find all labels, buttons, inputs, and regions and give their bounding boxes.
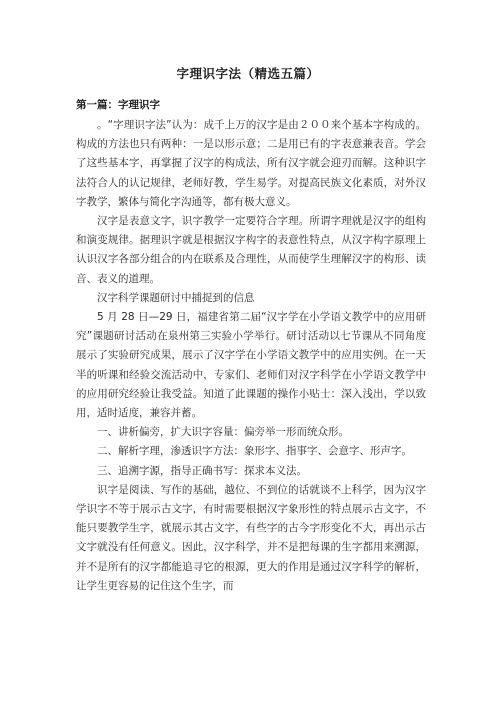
list-item-two: 二、解析字理，渗透识字方法：象形字、指事字、会意字、形声字。 [97, 445, 412, 458]
page-title: 字理识字法（精选五篇） [176, 66, 320, 81]
document-body [76, 96, 426, 596]
paragraph-subheading: 汉字科学课题研讨中捕捉到的信息 [97, 291, 255, 304]
section-heading: 第一篇：字理识字 [76, 99, 160, 111]
list-item-one: 一、讲析偏旁，扩大识字容量：偏旁举一形而统众形。 [97, 426, 349, 439]
paragraph-conclusion: 识字是阅读、写作的基础，越位、不到位的话就谈不上科学，因为汉字学识字不等于展示古文字，有时需要根据汉字象形性的特点展示古文字，不能只要教学生字，就展示其古文字，有些字的古今字形变化不大，再出示古文字就没有任何意义。因此，汉字科学，并不是把每课的生字都用来溯源，并不是所有的汉字都能追寻它的根源，更大的作用是通过汉字科学的解析，让学生更容易的记住这个生字，而 [76, 483, 426, 592]
paragraph-event: 5 月 28 日—29 日，福建省第二届“汉字学在小学语文教学中的应用研究”课题研讨活动在泉州第三实验小学举行。研讨活动以七节课从不同角度展示了实验研究成果，展示了汉字学在小学语文教学中的应用实例。在一天半的听课和经验交流活动中，专家们、老师们对汉字科学在小学语文教学中的应用研究经验让我受益。知道了此课题的操作小贴士：深入浅出，学以致用，适时适度，兼容并蓄。 [76, 311, 426, 420]
list-item-three: 三、追溯字源，指导正确书写：探求本义法。 [97, 464, 307, 477]
paragraph-intro: 。“字理识字法”认为：成千上万的汉字是由２００来个基本字构成的。构成的方法也只有两种：一是以形示意；二是用已有的字表意兼表音。学会了这些基本字，再掌握了汉字的构成法，所有汉字就会迎刃而解。这种识字法符合人的认记规律，老师好教，学生易学。对提高民族文化素质，对外汉字教学，繁体与简化字沟通等，都有极大意义。 [76, 119, 426, 208]
paragraph-definition: 汉字是表意文字，识字教学一定要符合字理。所谓字理就是汉字的组构和演变规律。据理识字就是根据汉字构字的表意性特点，从汉字构字原理上认识汉字各部分组合的内在联系及合理性，从而使学生理解汉字的构形、读音、表义的道理。 [76, 215, 426, 285]
